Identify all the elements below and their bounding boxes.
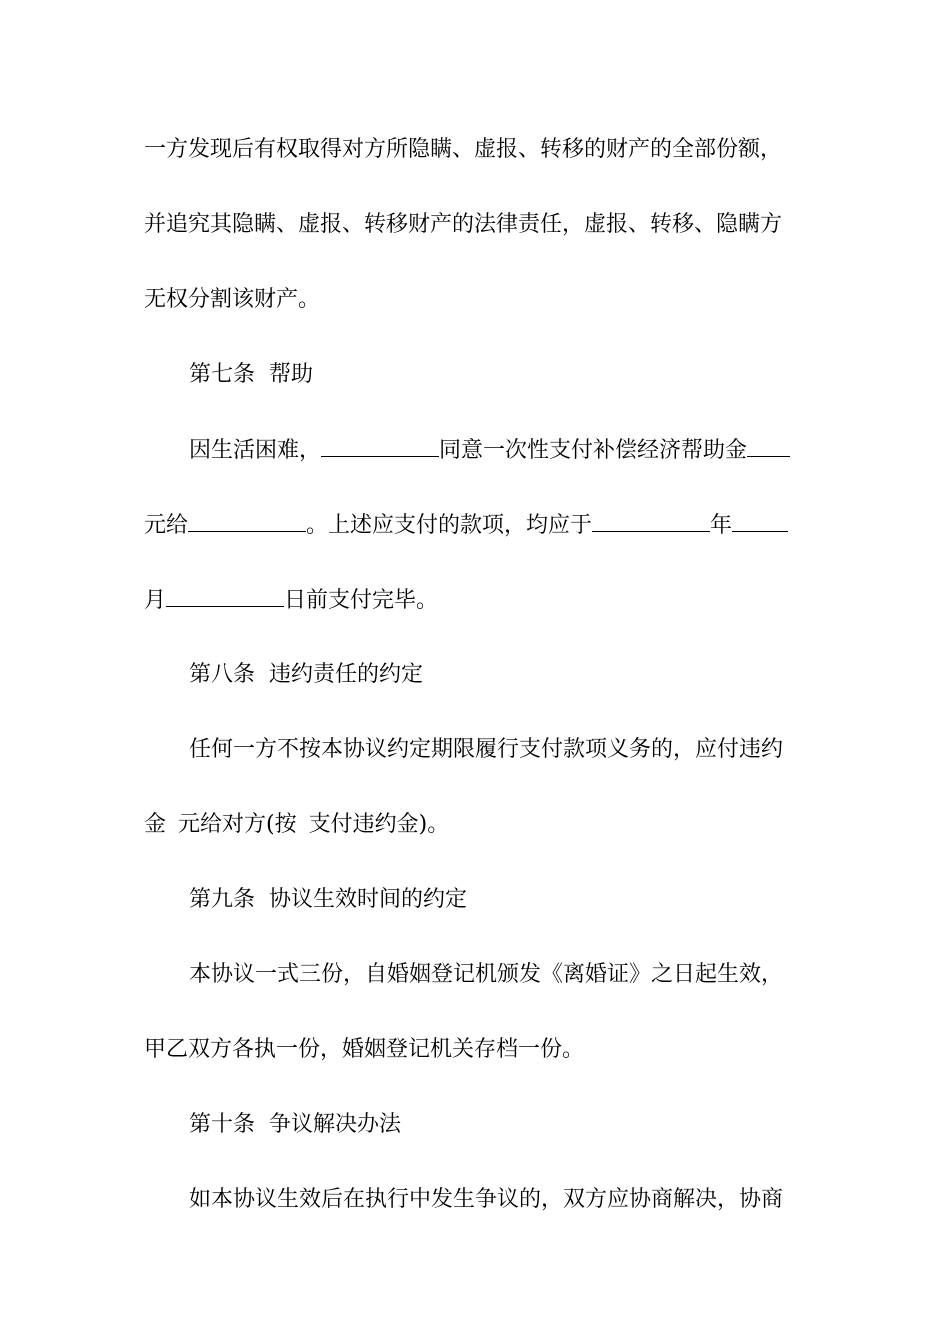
text: 因生活困难，: [189, 438, 322, 463]
text: 。上述应支付的款项，均应于: [306, 513, 593, 538]
paragraph-line: [189, 955, 829, 995]
heading-text: 第十条 争议解决办法: [189, 1112, 401, 1137]
fill-in-blank[interactable]: [166, 580, 284, 607]
text: 元给对方(按: [178, 812, 297, 837]
text: 同意一次性支付补偿经济帮助金: [439, 438, 748, 463]
text: 本协议一式三份，自婚姻登记机颁发《离婚证》之日起生效，: [189, 962, 784, 987]
paragraph-line: [144, 280, 824, 320]
text: 月: [144, 588, 167, 613]
fill-in-blank[interactable]: [188, 505, 306, 532]
text: 元给: [144, 513, 189, 538]
fill-in-blank[interactable]: [747, 430, 790, 457]
text: 如本协议生效后在执行中发生争议的，双方应协商解决，协商: [189, 1187, 784, 1212]
paragraph-line: [144, 205, 824, 245]
text: 任何一方不按本协议约定期限履行支付款项义务的，应付违约: [189, 737, 784, 762]
fill-in-blank[interactable]: [732, 505, 788, 532]
paragraph-line: [144, 805, 824, 845]
paragraph-line: [144, 580, 824, 620]
article-8-heading: [189, 655, 829, 695]
paragraph-line: [144, 130, 824, 170]
article-7-heading: [189, 355, 829, 395]
fill-in-blank[interactable]: [321, 430, 439, 457]
heading-text: 第九条 协议生效时间的约定: [189, 887, 467, 912]
fill-in-blank[interactable]: [592, 505, 710, 532]
text: 支付违约金)。: [308, 812, 450, 837]
text: 金: [144, 812, 167, 837]
text: 无权分割该财产。: [144, 287, 321, 312]
heading-text: 第八条 违约责任的约定: [189, 662, 423, 687]
paragraph-line: [189, 730, 829, 770]
text: 日前支付完毕。: [284, 588, 439, 613]
heading-text: 第七条 帮助: [189, 362, 313, 387]
article-9-heading: [189, 880, 829, 920]
paragraph-line: [144, 1030, 824, 1070]
text: 并追究其隐瞒、虚报、转移财产的法律责任，虚报、转移、隐瞒方: [144, 212, 783, 237]
paragraph-line: [189, 1180, 829, 1220]
text: 一方发现后有权取得对方所隐瞒、虚报、转移的财产的全部份额，: [144, 137, 783, 162]
text: 年: [710, 513, 733, 538]
text: 甲乙双方各执一份，婚姻登记机关存档一份。: [144, 1037, 585, 1062]
paragraph-line: [144, 505, 824, 545]
paragraph-line: [189, 430, 829, 470]
article-10-heading: [189, 1105, 829, 1145]
